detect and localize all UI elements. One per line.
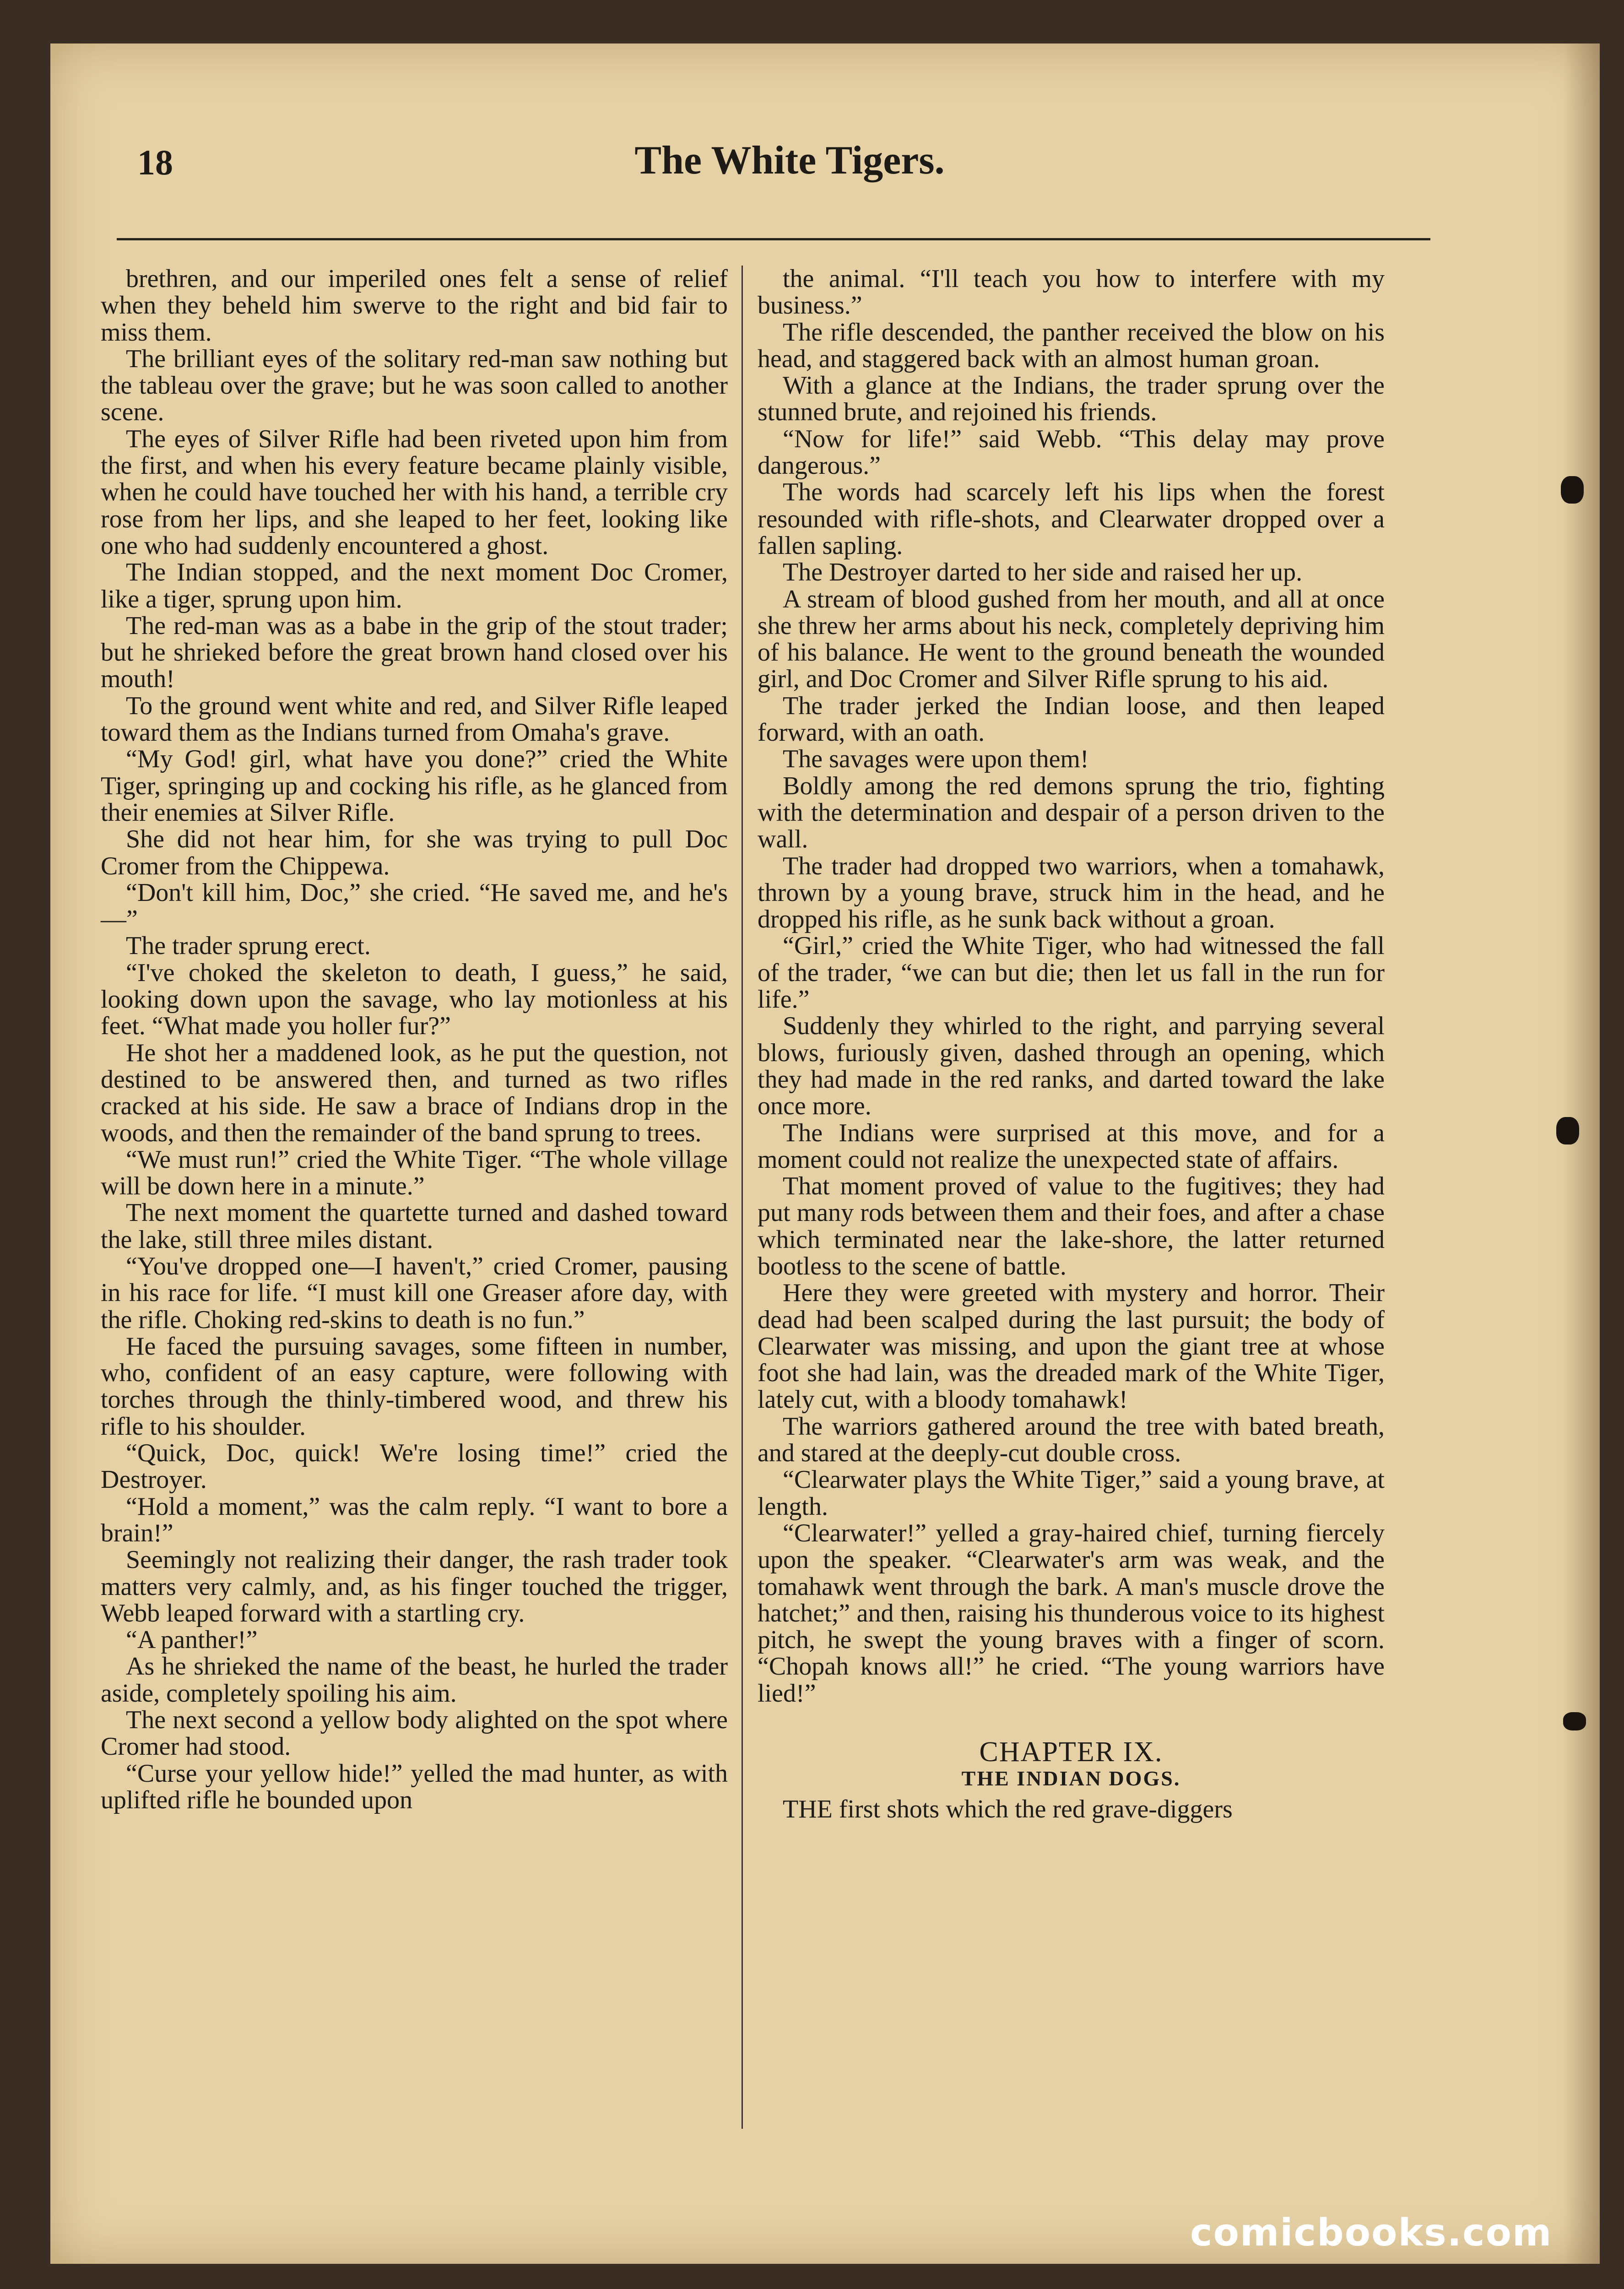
left-text-column — [101, 266, 728, 1813]
column-divider — [742, 266, 743, 2129]
left-column-paragraph: He faced the pursuing savages, some fifteen in number, who, confident of an easy capture, were following with torches through the thinly-timbered wood, and threw his rifle to his shoulder. — [101, 1332, 728, 1441]
left-column-paragraph: The next second a yellow body alighted on the spot where Cromer had stood. — [101, 1706, 728, 1761]
left-column-paragraph: “I've choked the skeleton to death, I guess,” he said, looking down upon the savage, who lay motionless at his feet. “What made you holler fur?” — [101, 958, 728, 1041]
left-column-paragraph: “Hold a moment,” was the calm reply. “I want to bore a brain!” — [101, 1492, 728, 1547]
page-number: 18 — [137, 142, 173, 182]
left-column-paragraph: The brilliant eyes of the solitary red-man saw nothing but the tableau over the grave; but he was soon called to another scene. — [101, 344, 728, 427]
right-column-paragraph: The savages were upon them! — [783, 745, 1089, 774]
right-paragraphs — [758, 266, 1385, 1707]
left-column-paragraph: As he shrieked the name of the beast, he hurled the trader aside, completely spoiling his aim. — [101, 1652, 728, 1708]
right-column-paragraph: The words had scarcely left his lips when the forest resounded with rifle-shots, and Clearwater dropped over a fallen sapling. — [758, 478, 1385, 560]
binding-hole-mark — [1556, 1117, 1579, 1144]
right-column-paragraph: The warriors gathered around the tree with bated breath, and stared at the deeply-cut double cross. — [758, 1412, 1385, 1468]
right-column-paragraph: The rifle descended, the panther received the blow on his head, and staggered back with an almost human groan. — [758, 318, 1385, 373]
left-column-paragraph: “Don't kill him, Doc,” she cried. “He saved me, and he's—” — [101, 878, 728, 934]
right-column-paragraph: “Clearwater plays the White Tiger,” said a young brave, at length. — [758, 1465, 1385, 1521]
header-rule — [117, 238, 1430, 240]
right-column-paragraph: Here they were greeted with mystery and horror. Their dead had been scalped during the last pursuit; the body of Clearwater was missing, and upon the giant tree at whose foot she had lain, was the dreaded mark of the White Tiger, lately cut, with a bloody tomahawk! — [758, 1279, 1385, 1414]
right-column-paragraph: the animal. “I'll teach you how to interfere with my business.” — [758, 265, 1385, 320]
page-header — [137, 137, 1442, 197]
binding-hole-mark — [1561, 476, 1584, 504]
left-column-paragraph: “A panther!” — [126, 1626, 258, 1654]
right-column-paragraph: “Clearwater!” yelled a gray-haired chief, turning fiercely upon the speaker. “Clearwater's arm was weak, and the tomahawk went through the bark. A man's muscle drove the hatchet;” and then, raising his thunderous voice to its highest pitch, he swept the young braves with a finger of scorn. “Chopah knows all!” he cried. “The young warriors have lied!” — [758, 1519, 1385, 1708]
right-column-paragraph: Suddenly they whirled to the right, and parrying several blows, furiously given, dashed through an opening, which they had made in the red ranks, and darted toward the lake once more. — [758, 1012, 1385, 1121]
chapter-subtitle: THE INDIAN DOGS. — [961, 1767, 1181, 1790]
left-column-paragraph: “Curse your yellow hide!” yelled the mad hunter, as with uplifted rifle he bounded upon — [101, 1759, 728, 1814]
left-column-paragraph: “My God! girl, what have you done?” cried the White Tiger, springing up and cocking his rifle, as he glanced from their enemies at Silver Rifle. — [101, 745, 728, 827]
running-title: The White Tigers. — [634, 138, 945, 183]
left-column-paragraph: He shot her a maddened look, as he put the question, not destined to be answered then, and turned as two rifles cracked at his side. He saw a brace of Indians drop in the woods, and then the remainder of the band sprung to trees. — [101, 1038, 728, 1147]
right-column-paragraph: That moment proved of value to the fugitives; they had put many rods between them and their foes, and after a chase which terminated near the lake-shore, the latter returned bootless to the scene of battle. — [758, 1172, 1385, 1280]
chapter-title: CHAPTER IX. — [979, 1736, 1163, 1768]
binding-hole-mark — [1563, 1712, 1586, 1730]
left-column-paragraph: “We must run!” cried the White Tiger. “The whole village will be down here in a minute.” — [101, 1145, 728, 1201]
right-column-paragraph: The trader jerked the Indian loose, and then leaped forward, with an oath. — [758, 691, 1385, 747]
page-spine-shadow — [1563, 43, 1600, 2264]
left-column-paragraph: The red-man was as a babe in the grip of the stout trader; but he shrieked before the great brown hand closed over his mouth! — [101, 611, 728, 694]
left-column-paragraph: “Quick, Doc, quick! We're losing time!” cried the Destroyer. — [101, 1439, 728, 1494]
right-column-paragraph: Boldly among the red demons sprung the trio, fighting with the determination and despair of a person driven to the wall. — [758, 771, 1385, 854]
right-column-paragraph: The trader had dropped two warriors, when a tomahawk, thrown by a young brave, struck him in the head, and he dropped his rifle, as he sunk back without a groan. — [758, 852, 1385, 934]
right-column-paragraph: The Destroyer darted to her side and raised her up. — [783, 558, 1303, 587]
right-column-paragraph: “Girl,” cried the White Tiger, who had witnessed the fall of the trader, “we can but die; then let us fall in the run for life.” — [758, 932, 1385, 1014]
right-column-paragraph: With a glance at the Indians, the trader sprung over the stunned brute, and rejoined his friends. — [758, 371, 1385, 427]
right-column-paragraph: A stream of blood gushed from her mouth, and all at once she threw her arms about his neck, completely depriving him of his balance. He went to the ground beneath the wounded girl, and Doc Cromer and Silver Rifle sprung to his aid. — [758, 585, 1385, 694]
left-column-paragraph: To the ground went white and red, and Silver Rifle leaped toward them as the Indians turned from Omaha's grave. — [101, 691, 728, 747]
left-column-paragraph: The eyes of Silver Rifle had been riveted upon him from the first, and when his every feature became plainly visible, when he could have touched her with his hand, a terrible cry rose from her lips, and she leaped to her feet, looking like one who had suddenly encountered a ghost. — [101, 424, 728, 560]
left-column-paragraph: The next moment the quartette turned and dashed toward the lake, still three miles distant. — [101, 1199, 728, 1254]
right-column-paragraph: The Indians were surprised at this move, and for a moment could not realize the unexpected state of affairs. — [758, 1118, 1385, 1174]
left-column-paragraph: She did not hear him, for she was trying to pull Doc Cromer from the Chippewa. — [101, 825, 728, 880]
right-text-column — [758, 266, 1385, 1823]
left-column-paragraph: Seemingly not realizing their danger, the rash trader took matters very calmly, and, as his finger touched the trigger, Webb leaped forward with a startling cry. — [101, 1546, 728, 1627]
left-column-paragraph: brethren, and our imperiled ones felt a sense of relief when they beheld him swerve to the right and bid fair to miss them. — [101, 265, 728, 347]
left-column-paragraph: “You've dropped one—I haven't,” cried Cromer, pausing in his race for life. “I must kill one Greaser afore day, with the rifle. Choking red-skins to death is no fun.” — [101, 1252, 728, 1334]
chapter-opening-line: THE first shots which the red grave-diggers — [783, 1795, 1233, 1823]
watermark-text: comicbooks.com — [1190, 2211, 1553, 2255]
left-column-paragraph: The trader sprung erect. — [126, 932, 371, 960]
right-column-paragraph: “Now for life!” said Webb. “This delay may prove dangerous.” — [758, 424, 1385, 480]
left-column-paragraph: The Indian stopped, and the next moment Doc Cromer, like a tiger, sprung upon him. — [101, 558, 728, 613]
